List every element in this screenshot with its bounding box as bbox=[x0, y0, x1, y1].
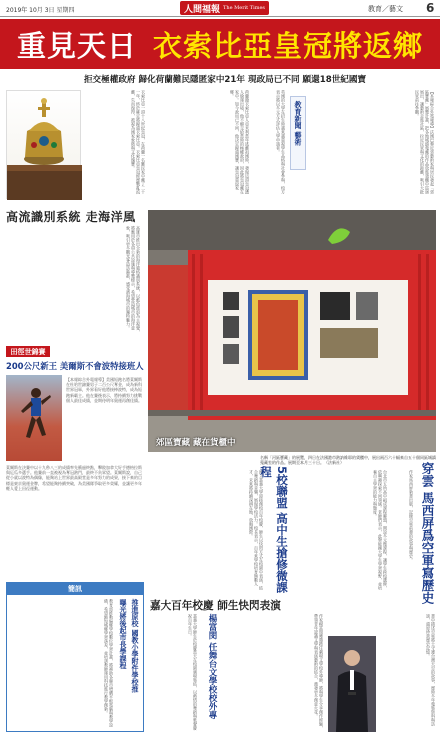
story2-body-bottom: 萊爾斯在決賽中以十九秒八三的成績率先衝過終點，擊敗加拿大好手德格拉斯與厄瓜多選手。他賽前一直被視為奪冠熱門，最終不負眾望。萊爾斯說，自己從小就以波特為偶像，能夠站上世界最高殿堂是多年努力的成果，接下來的目標是東京奧運金牌，希望能夠持續突破，為美國隊爭取更多榮耀，並讓更多年輕人愛上田徑運動。 bbox=[6, 465, 142, 491]
masthead bbox=[0, 0, 440, 17]
page-number: 6 bbox=[426, 1, 435, 15]
main-photo bbox=[148, 210, 436, 452]
speaker-photo bbox=[328, 636, 376, 732]
story2-body-top: 【本報綜合外電報導】美國短跑名將萊爾斯在杜哈世錦賽男子二百公尺奪金，成為新科世界冠軍，外界看好他將接棒波特，成為短跑新霸主。他在賽後表示，將持續努力挑戰個人最佳成績，並期待明年奧運再創佳績。 bbox=[66, 377, 142, 403]
section-name: 教育／藝文 bbox=[368, 5, 403, 13]
lower-column-3: 嘉義大學師生於校慶當天在校園廣場集結，以熱情的舞蹈與歌聲慶祝百年生日。 bbox=[188, 614, 198, 730]
story-title-vertical: 5校聯盟 高中生搶修微課程 bbox=[259, 466, 289, 594]
container-illustration bbox=[148, 210, 436, 452]
lower-column-4: 作家楊富閔獲邀擔任劇場文學校外導師，將與學生分享創作經驗，帶領青年認識文學與表演藝術的結合，激發更多創意火花。 bbox=[314, 614, 324, 730]
crown-illustration bbox=[7, 91, 82, 200]
logo-cn: 人間福報 bbox=[184, 4, 221, 15]
story1-body: 高雄市推出全新的海洋風格識別系統，以藍色波浪為主視覺，將應用於各項公共設施與導覽標示，希望營造城市的海洋意象，吸引更多觀光客造訪港都，感受濱海城市的獨特魅力。 bbox=[126, 226, 141, 334]
news-brief-box bbox=[6, 582, 144, 732]
news-brief-label: 簡訊 bbox=[68, 585, 82, 593]
brief-title-1: 曝光將後起市長學課程 bbox=[119, 599, 127, 669]
lower-column-1: 國立嘉義大學迎接創校百年校慶，師生以快閃方式在校園中表演，結合舞蹈與音樂，展現學校活力。校長表示，百年來學校培育無數人才，未來將持續深耕在地、放眼國際。 bbox=[249, 470, 264, 590]
main-photo-caption: 郊區寶藏 藏在貨櫃中 bbox=[156, 438, 236, 448]
headline-part2: 衣索比亞皇冠將返鄉 bbox=[153, 28, 424, 63]
story1-title: 高流識別系統 走海洋風 bbox=[6, 210, 136, 224]
story2-title: 200公尺新王 美爾斯不會波特接班人 bbox=[6, 361, 144, 371]
news-brief-body: 教育部推動偏鄉學校數位學習計畫，將補助各縣市增購平板電腦與教學設備，希望縮短城鄉學習落差，並培訓教師運用科技進行教學創新。 bbox=[104, 599, 114, 727]
lower-column-2: 台北市五所高中組成課程聯盟，開設多元微課程，讓學生跨校選修，依興趣探索不同領域。老師們表示，此舉能擴大學生學習視野，並培養自主學習的能力與態度。 bbox=[373, 470, 388, 590]
feature-column-1: 英國的大學在招生時越來越重視學生品格與社會參與，校方表示將以多元方式評估入學申請者。 bbox=[276, 90, 286, 194]
right-column-2: 書中描述空軍將士守護台灣天空的故事，歷時多年蒐集資料與訪談，還原珍貴歷史記憶。 bbox=[426, 614, 436, 726]
story2-tag: 田徑世錦賽 bbox=[6, 346, 50, 357]
right-column-1: 作家馬西屏新書出版，記錄空軍前輩的故事與歷史。 bbox=[409, 470, 414, 562]
news-brief-label-bar bbox=[7, 583, 143, 595]
speaker-illustration bbox=[328, 636, 376, 732]
runner-illustration bbox=[6, 375, 62, 461]
subheadline: 拒交極權政府 歸化荷蘭難民隱匿家中21年 現政局已不同 願還18世紀國寶 bbox=[83, 75, 367, 85]
right-story-title: 穿雲 馬西屏爲空軍寫歷史 bbox=[420, 462, 435, 604]
photo-note: 名稱「河區寶藏」的展覽，四日在法國港市熱訥維耶的貨櫃中，展出兩百六十幅來自五十個同區城鎮蒐藏室的作品。展期至本月三十日。（法新社） bbox=[260, 455, 436, 466]
lower-story-title: 嘉大百年校慶 師生快閃表演 bbox=[150, 600, 281, 612]
logo-en: The Merit Times bbox=[223, 5, 265, 11]
headline-banner bbox=[0, 19, 440, 69]
crown-photo bbox=[6, 90, 81, 199]
runner-photo bbox=[6, 375, 62, 461]
headline-part1: 重見天日 bbox=[16, 28, 137, 63]
logo bbox=[180, 1, 269, 15]
issue-date: 2019年 10月 3日 星期四 bbox=[6, 7, 75, 14]
lead-column: 衣索比亞一頂十八世紀皇冠，在荷蘭一名難民家中藏了二十一年，終於確定將歸還衣索比亞。衣索比亞皇冠經歷戰亂流離，失而復得，被視為國家象徵與文化瑰寶。 bbox=[131, 90, 146, 194]
lead-column-2: 荷蘭籍衣索比亞人亞米利當年逃離祖國時，發現這頂皇冠遭人偷運出境，他不願交給當時的極權政府，因此將皇冠藏在家中。如今政局已不同，他決定歸還國寶，讓皇冠重返家鄉。 bbox=[230, 90, 250, 194]
brief-title-2: 推進原校 國教小學附件學校推 bbox=[131, 599, 139, 693]
feature-column-2: 【本報綜合外電報導】法國巴黎近郊藝術家與居民發起「郊區寶藏」展覽計畫，把各地城鎮蒐藏的作品放進貨櫃中巡迴展出，讓藝術走進社區，拉近民眾與文化的距離，吸引大批民眾前往參觀。 bbox=[415, 90, 435, 194]
mid-story-title: 楊富閔 任舞台文學校校外專 bbox=[207, 614, 217, 719]
photo-credit: （法新社） bbox=[324, 460, 344, 466]
feature-side-label: 教育新聞 藝術 bbox=[290, 96, 306, 170]
